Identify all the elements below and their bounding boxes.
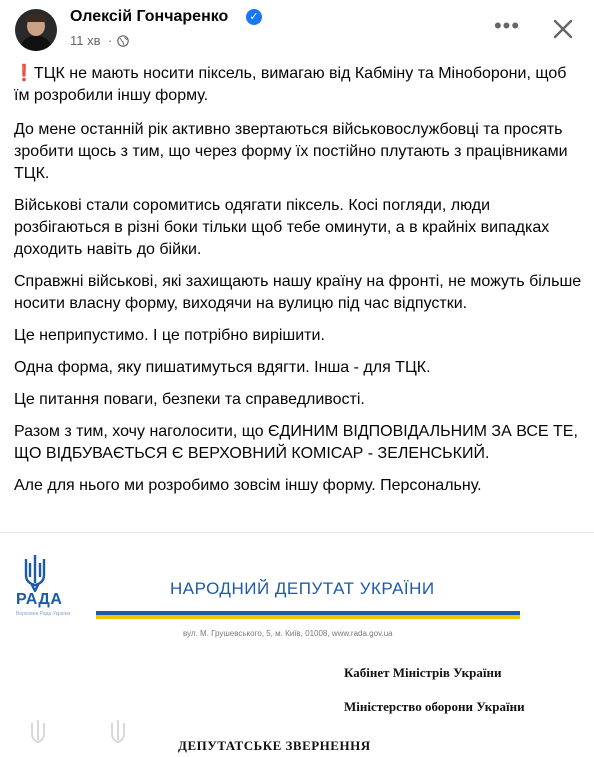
post-paragraph: Разом з тим, хочу наголосити, що ЄДИНИМ ВІДПОВІДАЛЬНИМ ЗА ВСЕ ТЕ, ЩО ВІДБУВАЄТЬСЯ Є ВЕРХОВНИЙ КОМІСАР - ЗЕЛЕНСЬКИЙ.	[14, 423, 578, 462]
avatar-body	[20, 36, 52, 51]
post-body	[14, 63, 586, 507]
post-paragraph: До мене останній рік активно звертаються військовослужбовці та просять зробити щось з тим, що через форму їх постійно плутають з працівниками ТЦК.	[14, 121, 568, 182]
document-title: НАРОДНИЙ ДЕПУТАТ УКРАЇНИ	[170, 579, 435, 598]
flag-stripe-yellow	[96, 615, 520, 619]
recipient-ministry: Міністерство оборони України	[344, 699, 525, 714]
more-icon[interactable]: •••	[493, 13, 521, 38]
trident-icon	[20, 553, 50, 593]
recipient-cabinet: Кабінет Міністрів України	[344, 665, 502, 680]
post-header	[0, 0, 594, 62]
post-paragraph: Це неприпустимо. І це потрібно вирішити.	[14, 327, 325, 344]
post-paragraph-text: ТЦК не мають носити піксель, вимагаю від Кабміну та Міноборони, щоб їм розробили іншу форму.	[14, 65, 567, 104]
post-time[interactable]: 11 хв	[70, 33, 101, 48]
exclamation-icon: ❗	[14, 65, 34, 82]
author-name[interactable]: Олексій Гончаренко	[70, 8, 229, 25]
globe-icon	[117, 35, 129, 47]
post-paragraph: Це питання поваги, безпеки та справедливості.	[14, 391, 365, 408]
document-address: вул. М. Грушевського, 5, м. Київ, 01008, www.rada.gov.ua	[183, 629, 393, 638]
post-paragraph	[14, 63, 586, 107]
post-paragraph: Військові стали соромитись одягати піксель. Косі погляди, люди розбігаються в різні боки тільки щоб тебе оминути, а в крайніх випадках доходить навіть до бійки.	[14, 197, 550, 258]
meta-separator: ·	[108, 33, 113, 48]
avatar-hair	[26, 14, 46, 22]
trident-watermark-icon	[108, 718, 128, 748]
rada-logo-subtext: Верховна Рада України	[16, 611, 71, 617]
document-heading: ДЕПУТАТСЬКЕ ЗВЕРНЕННЯ	[178, 738, 371, 753]
post-paragraph: Справжні військові, які захищають нашу країну на фронті, не можуть більше носити власну форму, виходячи на вулицю під час відпустки.	[14, 273, 582, 312]
post-paragraph: Одна форма, яку пишатимуться вдягти. Інша - для ТЦК.	[14, 359, 431, 376]
post-paragraph: Але для нього ми розробимо зовсім іншу форму. Персональну.	[14, 477, 482, 494]
close-icon[interactable]	[547, 13, 579, 45]
trident-watermark-icon	[28, 718, 48, 748]
rada-logo-text: РАДА	[16, 591, 63, 608]
attached-document-image[interactable]	[0, 532, 594, 757]
author-avatar[interactable]	[15, 9, 57, 51]
verified-badge-icon: ✓	[246, 9, 262, 25]
